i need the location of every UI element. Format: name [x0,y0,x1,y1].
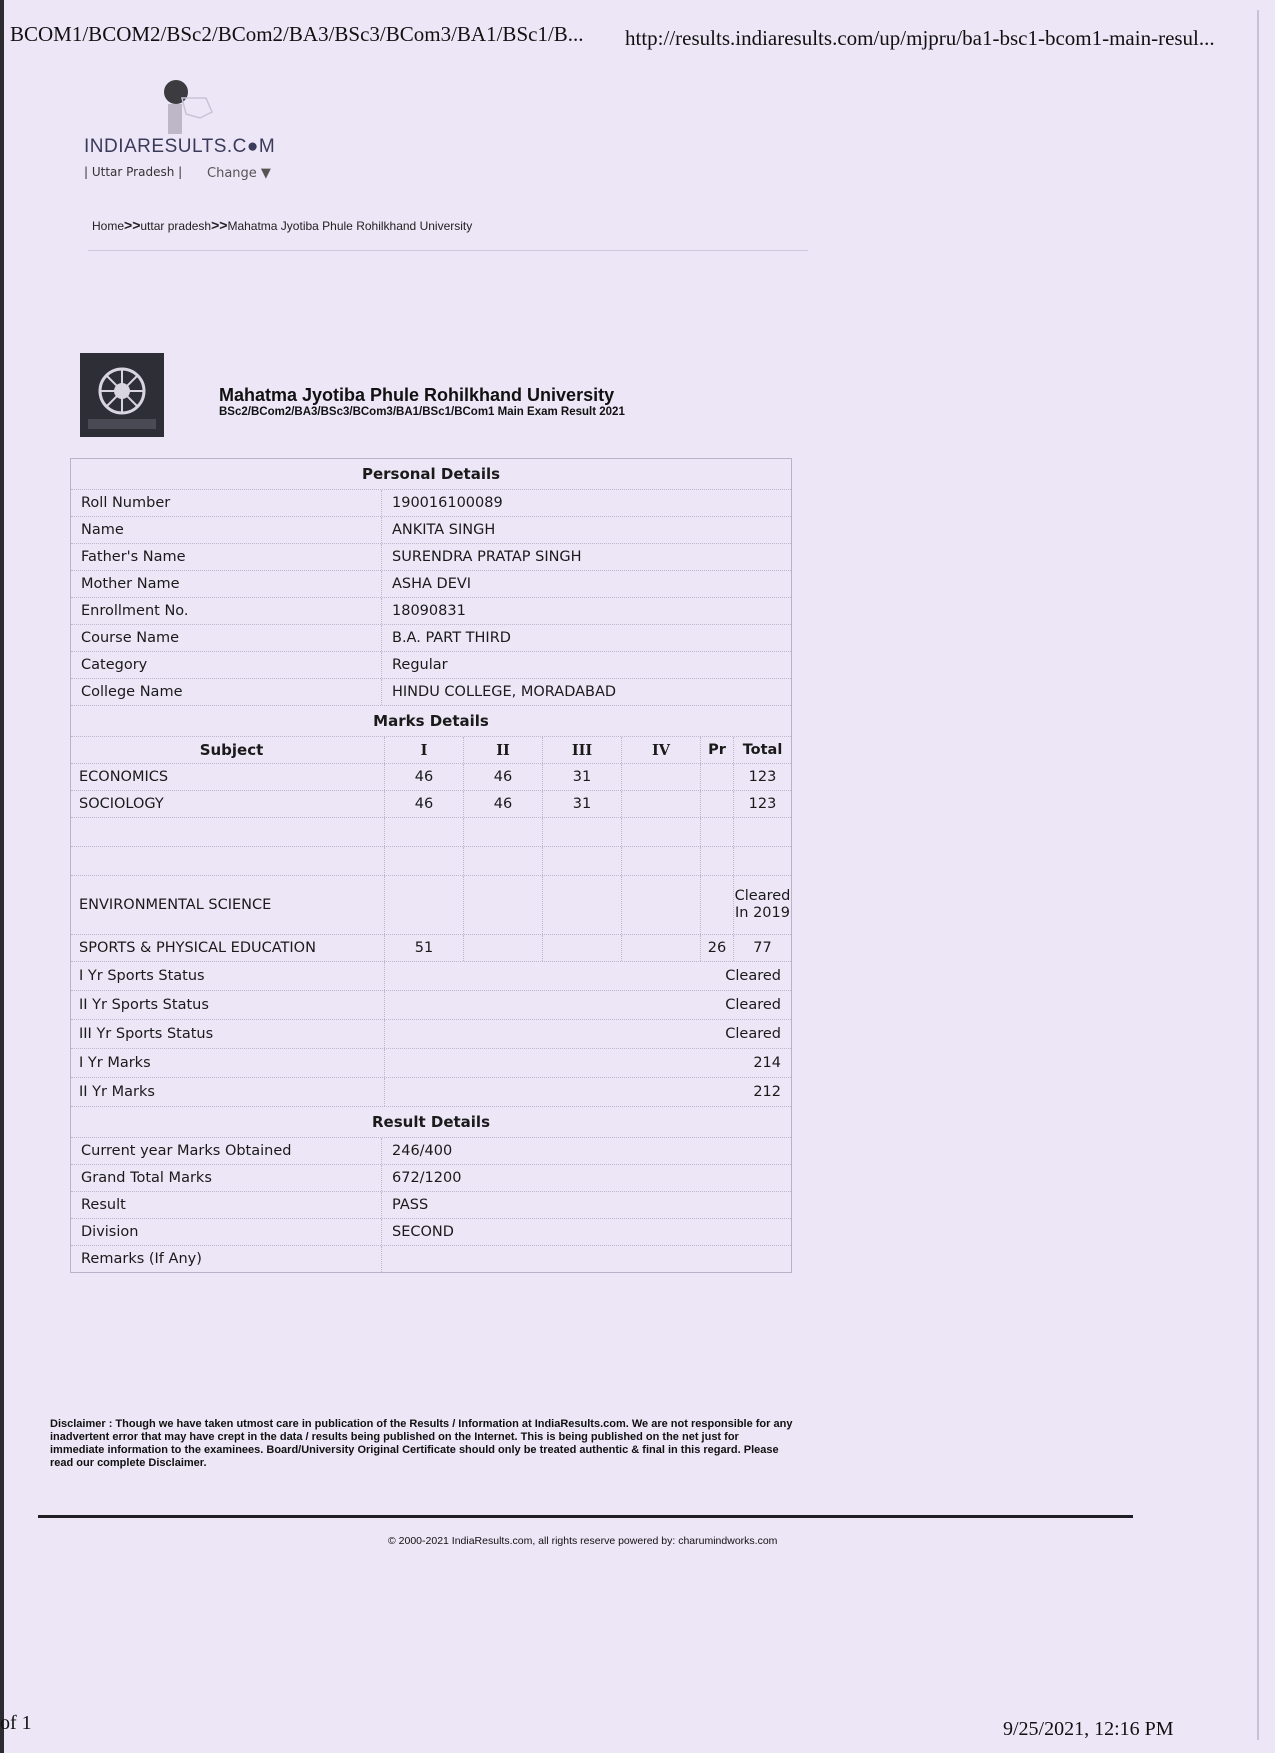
scan-edge-right [1257,10,1259,1740]
column-header: Total [733,737,791,763]
mark-cell: 51 [384,935,463,961]
status-value: Cleared [384,962,791,990]
table-row [71,935,791,962]
total-cell: Cleared In 2019 [733,876,791,934]
subject-name: SOCIOLOGY [79,796,164,812]
field-value: SECOND [381,1219,791,1245]
mark-cell: 31 [542,764,621,790]
divider [88,250,808,251]
breadcrumb-separator: >> [211,217,228,233]
detail-row [71,517,791,544]
detail-row [71,571,791,598]
detail-row [71,1165,791,1192]
field-value: ANKITA SINGH [381,517,791,543]
status-value: Cleared [384,1020,791,1048]
breadcrumb [92,217,472,233]
subject-name: ENVIRONMENTAL SCIENCE [79,897,272,913]
mark-cell [463,876,542,934]
mark-cell [700,876,733,934]
mark-cell [700,764,733,790]
copyright-text: © 2000-2021 IndiaResults.com, all rights reserve powered by: charumindworks.com [388,1535,778,1547]
breadcrumb-university[interactable]: Mahatma Jyotiba Phule Rohilkhand University [227,219,473,233]
mark-cell [463,935,542,961]
personal-details-heading: Personal Details [71,459,791,490]
column-header: Subject [199,741,264,759]
result-details-heading: Result Details [71,1107,791,1138]
mark-cell [542,876,621,934]
field-label: Father's Name [81,549,186,565]
subject-name: SPORTS & PHYSICAL EDUCATION [79,940,316,956]
print-datetime: 9/25/2021, 12:16 PM [1003,1718,1174,1740]
status-value: 212 [384,1078,791,1106]
subject-name: ECONOMICS [79,769,169,785]
exam-title: BSc2/BCom2/BA3/BSc3/BCom3/BA1/BSc1/BCom1 Main Exam Result 2021 [219,406,625,418]
table-row [71,791,791,818]
field-value: SURENDRA PRATAP SINGH [381,544,791,570]
detail-row [71,598,791,625]
field-label: Course Name [81,630,180,646]
result-status: PASS [381,1192,791,1218]
detail-row [71,1192,791,1219]
print-page-count: of 1 [0,1712,32,1734]
field-value: HINDU COLLEGE, MORADABAD [381,679,791,705]
field-label: College Name [81,684,183,700]
status-row [71,991,791,1020]
status-value: 214 [384,1049,791,1077]
column-header: IV [621,737,700,763]
status-label: I Yr Marks [79,1055,151,1071]
marks-details-heading: Marks Details [71,706,791,737]
field-label: Mother Name [81,576,180,592]
field-label: Roll Number [81,495,171,511]
logo-figure-icon [156,78,216,138]
field-value [381,1246,791,1272]
status-label: III Yr Sports Status [79,1026,214,1042]
empty-row [71,847,791,876]
status-row [71,962,791,991]
result-card [70,458,792,1273]
field-value: 246/400 [381,1138,791,1164]
mark-cell: 46 [463,764,542,790]
mark-cell: 46 [384,791,463,817]
field-value: 672/1200 [381,1165,791,1191]
disclaimer-text: Disclaimer : Though we have taken utmost care in publication of the Results / Information at IndiaResults.com. We are not responsible for any inadvertent error that may have crept in the data / results being published on the Internet. This is being published on the net just for immediate information to the examinees. Board/University Original Certificate should only be treated authentic & final in this regard. Please read our complete Disclaimer. [50,1418,793,1469]
university-emblem-icon [80,353,164,437]
field-label: Result [81,1197,126,1213]
marks-header-row [71,737,791,764]
field-label: Name [81,522,124,538]
status-row [71,1020,791,1049]
table-row [71,764,791,791]
detail-row [71,1246,791,1272]
field-value: B.A. PART THIRD [381,625,791,651]
mark-cell: 26 [700,935,733,961]
table-row [71,876,791,935]
detail-row [71,679,791,706]
empty-row [71,818,791,847]
field-label: Current year Marks Obtained [81,1143,292,1159]
detail-row [71,625,791,652]
mark-cell: 46 [384,764,463,790]
mark-cell [621,935,700,961]
change-state-link[interactable]: Change ▼ [207,166,271,181]
status-value: Cleared [384,991,791,1019]
university-name: Mahatma Jyotiba Phule Rohilkhand University [219,385,615,405]
scan-edge [0,0,4,1753]
state-label: | Uttar Pradesh | [84,165,183,179]
print-header-url: http://results.indiaresults.com/up/mjpru/ba1-bsc1-bcom1-main-resul... [625,26,1215,50]
mark-cell [621,791,700,817]
breadcrumb-home[interactable]: Home [92,219,125,233]
field-label: Division [81,1224,139,1240]
field-value: Regular [381,652,791,678]
column-header: II [463,737,542,763]
status-row [71,1049,791,1078]
mark-cell [621,876,700,934]
field-value: ASHA DEVI [381,571,791,597]
column-header: I [384,737,463,763]
status-label: II Yr Sports Status [79,997,209,1013]
mark-cell: 46 [463,791,542,817]
field-label: Grand Total Marks [81,1170,212,1186]
breadcrumb-separator: >> [124,217,141,233]
field-value: 190016100089 [381,490,791,516]
detail-row [71,652,791,679]
field-label: Remarks (If Any) [81,1251,202,1267]
print-header-title: BCOM1/BCOM2/BSc2/BCom2/BA3/BSc3/BCom3/BA1/BSc1/B... [10,22,584,46]
footer-divider [38,1515,1133,1518]
mark-cell [700,791,733,817]
mark-cell [621,764,700,790]
total-cell: 77 [733,935,791,961]
detail-row [71,490,791,517]
mark-cell: 31 [542,791,621,817]
breadcrumb-state[interactable]: uttar pradesh [140,219,212,233]
field-label: Category [81,657,148,673]
status-label: II Yr Marks [79,1084,155,1100]
column-header: III [542,737,621,763]
total-cell: 123 [733,764,791,790]
mark-cell [384,876,463,934]
detail-row [71,1219,791,1246]
status-row [71,1078,791,1107]
field-label: Enrollment No. [81,603,189,619]
logo-text: INDIARESULTS.C●M [84,136,276,157]
detail-row [71,544,791,571]
detail-row [71,1138,791,1165]
status-label: I Yr Sports Status [79,968,205,984]
mark-cell [542,935,621,961]
field-value: 18090831 [381,598,791,624]
column-header: Pr [700,737,733,763]
total-cell: 123 [733,791,791,817]
